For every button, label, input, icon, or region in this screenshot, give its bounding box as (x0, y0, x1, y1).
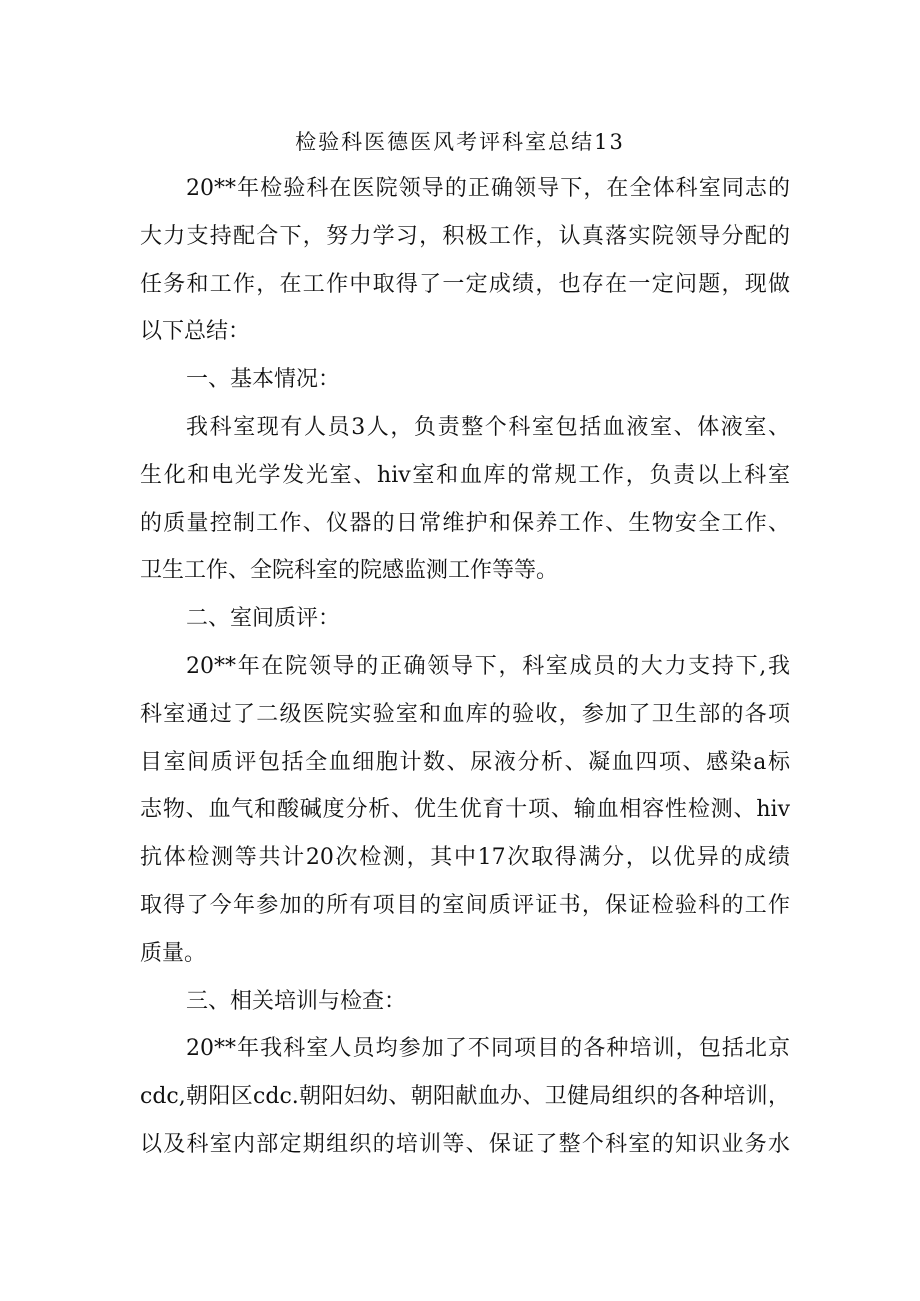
paragraph-line: 大力支持配合下，努力学习，积极工作，认真落实院领导分配的 (140, 223, 790, 249)
paragraph-line: 以下总结： (140, 319, 251, 345)
paragraph-line: 科室通过了二级医院实验室和血库的验收，参加了卫生部的各项 (140, 701, 790, 727)
paragraph-line: 20**年我科室人员均参加了不同项目的各种培训，包括北京 (186, 1036, 790, 1062)
paragraph-line: 20**年检验科在医院领导的正确领导下，在全体科室同志的 (186, 176, 790, 201)
paragraph-line: cdc,朝阳区cdc.朝阳妇幼、朝阳献血办、卫健局组织的各种培训， (140, 1084, 790, 1110)
paragraph-line: 质量。 (140, 940, 207, 966)
paragraph-line: 我科室现有人员3人，负责整个科室包括血液室、体液室、 (186, 414, 790, 440)
paragraph-line: 20**年在院领导的正确领导下，科室成员的大力支持下,我 (186, 653, 790, 679)
paragraph-line: 以及科室内部定期组织的培训等、保证了整个科室的知识业务水 (140, 1131, 790, 1157)
section-heading: 二、室间质评： (186, 606, 341, 632)
paragraph-line: 任务和工作，在工作中取得了一定成绩，也存在一定问题，现做 (140, 271, 790, 297)
paragraph-line: 志物、血气和酸碱度分析、优生优育十项、输血相容性检测、hiv (140, 797, 790, 823)
section-heading: 三、相关培训与检查： (186, 988, 407, 1014)
paragraph-line: 抗体检测等共计20次检测，其中17次取得满分，以优异的成绩 (140, 845, 790, 871)
paragraph-line: 生化和电光学发光室、hiv室和血库的常规工作，负责以上科室 (140, 462, 790, 488)
document-title: 检验科医德医风考评科室总结13 (295, 130, 625, 154)
document-body (140, 171, 790, 1175)
section-heading: 一、基本情况： (186, 367, 341, 393)
paragraph-line: 目室间质评包括全血细胞计数、尿液分析、凝血四项、感染a标 (140, 749, 790, 775)
paragraph-line: 卫生工作、全院科室的院感监测工作等等。 (140, 558, 559, 584)
paragraph-line: 取得了今年参加的所有项目的室间质评证书，保证检验科的工作 (140, 892, 790, 918)
paragraph-line: 的质量控制工作、仪器的日常维护和保养工作、生物安全工作、 (140, 510, 790, 536)
